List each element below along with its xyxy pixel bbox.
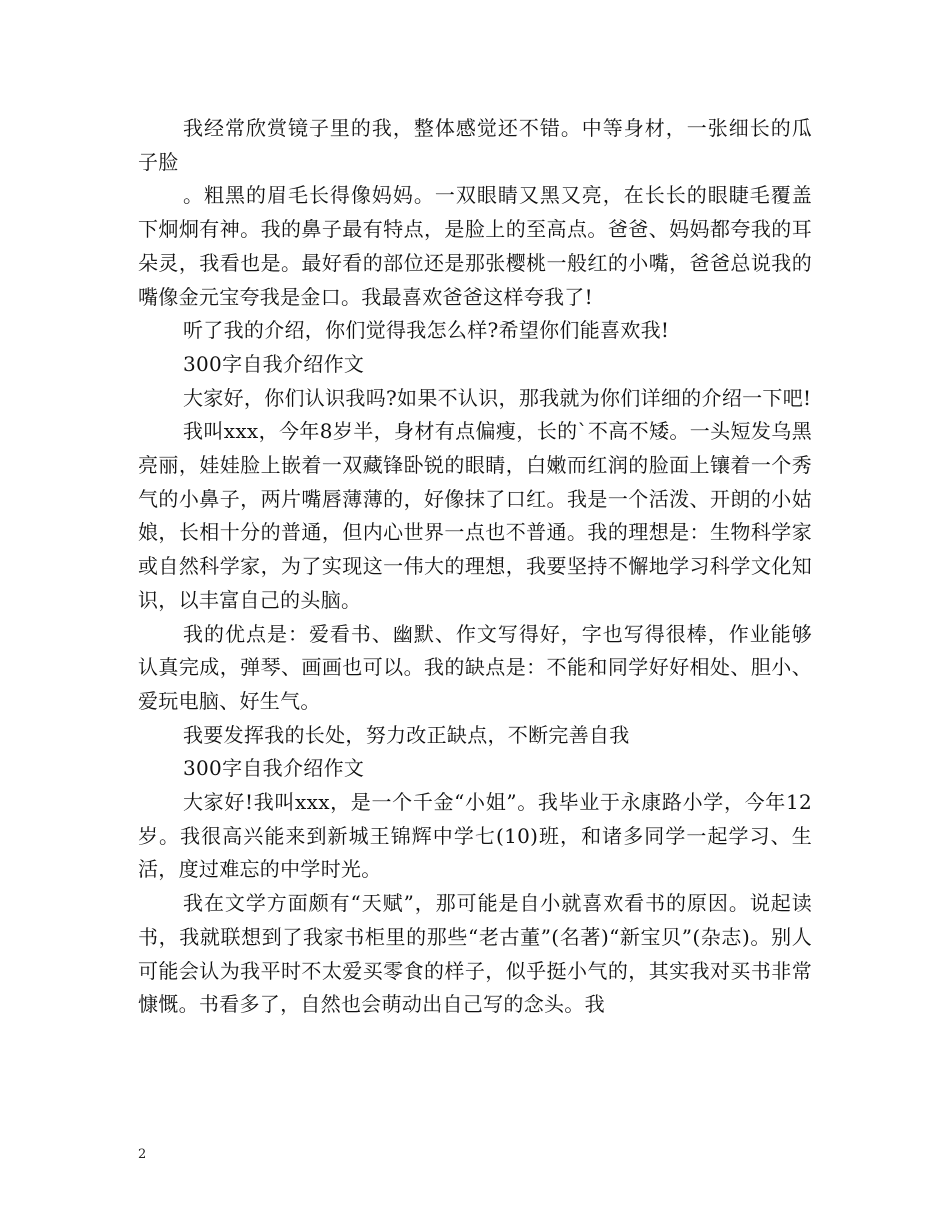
section-heading-1: 300字自我介绍作文 xyxy=(183,351,365,376)
paragraph-5: 我叫xxx，今年8岁半，身材有点偏瘦，长的`不高不矮。一头短发乌黑亮丽，娃娃脸上嵌着一双藏锋卧锐的眼睛，白嫩而红润的脸面上镶着一个秀气的小鼻子，两片嘴唇薄薄的，好像抹了口红。我是一个活泼、开朗的小姑娘，长相十分的普通，但内心世界一点也不普通。我的理想是：生物科学家或自然科学家，为了实现这一伟大的理想，我要坚持不懈地学习科学文化知识，以丰富自己的头脑。 xyxy=(138,419,812,612)
page-number: 2 xyxy=(138,1147,147,1162)
paragraph-7: 我要发挥我的长处，努力改正缺点，不断完善自我 xyxy=(183,722,630,747)
paragraph-9: 我在文学方面颇有“天赋”，那可能是自小就喜欢看书的原因。说起读书，我就联想到了我家书柜里的那些“老古董”(名著)“新宝贝”(杂志)。别人可能会认为我平时不太爱买零食的样子，似乎挺小气的，其实我对买书非常慷慨。书看多了，自然也会萌动出自己写的念头。我 xyxy=(138,891,812,1017)
paragraph-3: 听了我的介绍，你们觉得我怎么样?希望你们能喜欢我! xyxy=(183,318,670,343)
paragraph-2: 。粗黑的眉毛长得像妈妈。一双眼睛又黑又亮，在长长的眼睫毛覆盖下炯炯有神。我的鼻子最有特点，是脸上的至高点。爸爸、妈妈都夸我的耳朵灵，我看也是。最好看的部位还是那张樱桃一般红的小嘴，爸爸总说我的嘴像金元宝夸我是金口。我最喜欢爸爸这样夸我了! xyxy=(138,183,812,309)
paragraph-1: 我经常欣赏镜子里的我，整体感觉还不错。中等身材，一张细长的瓜子脸 xyxy=(138,116,812,174)
paragraph-8: 大家好!我叫xxx，是一个千金“小姐”。我毕业于永康路小学，今年12岁。我很高兴能来到新城王锦辉中学七(10)班，和诸多同学一起学习、生活，度过难忘的中学时光。 xyxy=(138,790,812,882)
paragraph-6: 我的优点是：爱看书、幽默、作文写得好，字也写得很棒，作业能够认真完成，弹琴、画画也可以。我的缺点是：不能和同学好好相处、胆小、爱玩电脑、好生气。 xyxy=(138,621,812,713)
document-body xyxy=(138,112,812,1022)
paragraph-4: 大家好，你们认识我吗?如果不认识，那我就为你们详细的介绍一下吧! xyxy=(183,385,812,410)
section-heading-2: 300字自我介绍作文 xyxy=(183,756,365,781)
